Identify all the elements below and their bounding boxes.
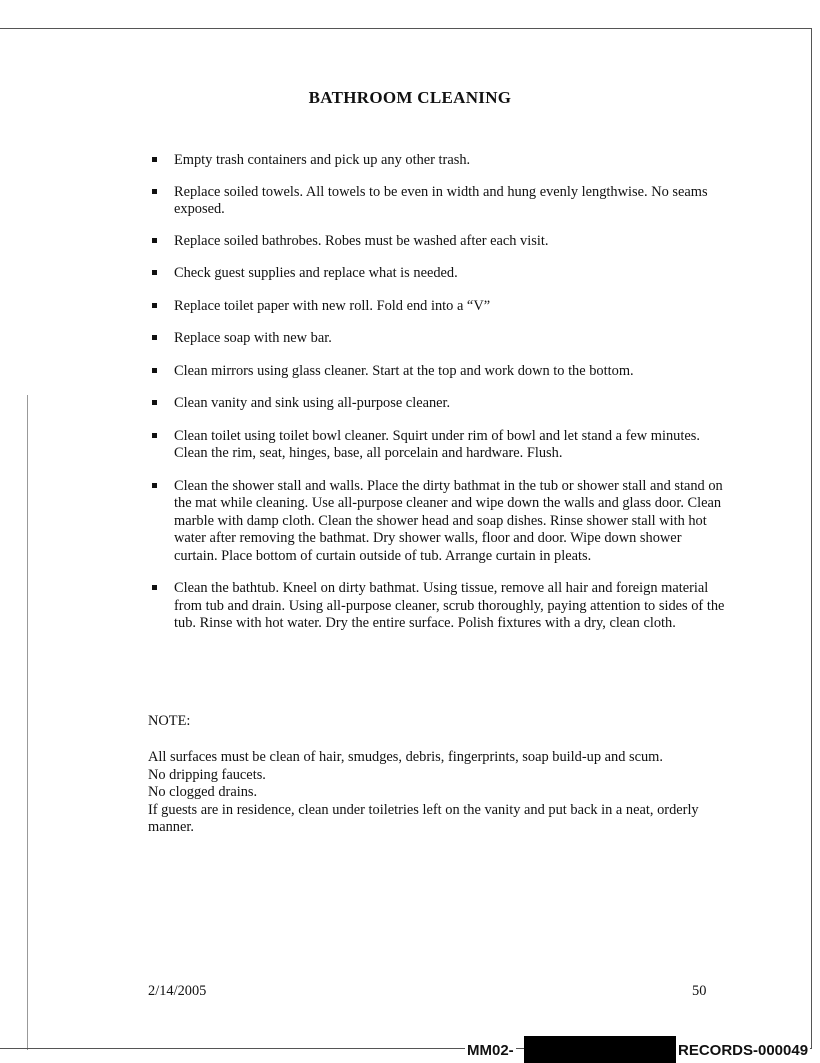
list-item-text: Check guest supplies and replace what is needed.	[174, 265, 458, 281]
scan-border-left	[27, 395, 28, 1050]
scan-border-top	[0, 28, 812, 29]
scan-border-right	[811, 28, 812, 1048]
page-number: 50	[692, 983, 707, 999]
list-item	[148, 184, 728, 219]
note-line: If guests are in residence, clean under toiletries left on the vanity and put back in a neat, orderly manner.	[148, 801, 699, 835]
square-bullet-icon	[152, 368, 157, 373]
note-label: NOTE:	[148, 713, 191, 729]
list-item	[148, 395, 728, 413]
list-item	[148, 298, 728, 316]
bates-number-suffix: RECORDS-000049	[678, 1042, 809, 1059]
list-item-text: Clean the bathtub. Kneel on dirty bathmat. Using tissue, remove all hair and foreign material from tub and drain. Using all-purpose cleaner, scrub thoroughly, paying attention to sides of the tub. Rinse with hot water. Dry the entire surface. Polish fixtures with a dry, clean cloth.	[174, 580, 725, 631]
redaction-block	[524, 1036, 676, 1063]
list-item-text: Clean mirrors using glass cleaner. Start at the top and work down to the bottom.	[174, 362, 634, 379]
list-item-text: Replace toilet paper with new roll. Fold end into a “V”	[174, 297, 491, 314]
list-item-text: Empty trash containers and pick up any other trash.	[174, 152, 471, 168]
square-bullet-icon	[152, 335, 157, 340]
note-line: All surfaces must be clean of hair, smudges, debris, fingerprints, soap build-up and scum.	[148, 749, 663, 765]
list-item-text: Replace soiled towels. All towels to be even in width and hung evenly lengthwise. No seams exposed.	[174, 183, 708, 217]
square-bullet-icon	[152, 238, 157, 243]
list-item	[148, 233, 728, 251]
footer-date: 2/14/2005	[148, 983, 207, 999]
list-item	[148, 428, 728, 463]
square-bullet-icon	[152, 585, 157, 590]
list-item	[148, 265, 728, 283]
list-item	[148, 363, 728, 381]
square-bullet-icon	[152, 189, 157, 194]
list-item	[148, 152, 728, 170]
list-item-text: Replace soap with new bar.	[174, 330, 332, 346]
square-bullet-icon	[152, 433, 157, 438]
bates-number-prefix: MM02-	[467, 1042, 514, 1059]
square-bullet-icon	[152, 483, 157, 488]
note-line: No dripping faucets.	[148, 766, 266, 783]
list-item	[148, 580, 728, 633]
note-line: No clogged drains.	[148, 784, 258, 800]
square-bullet-icon	[152, 400, 157, 405]
list-item-text: Replace soiled bathrobes. Robes must be washed after each visit.	[174, 232, 549, 249]
note-body	[148, 749, 738, 837]
page-title: BATHROOM CLEANING	[308, 88, 512, 107]
cleaning-checklist	[148, 152, 728, 633]
square-bullet-icon	[152, 157, 157, 162]
list-item	[148, 478, 728, 566]
list-item-text: Clean vanity and sink using all-purpose cleaner.	[174, 395, 451, 411]
list-item-text: Clean toilet using toilet bowl cleaner. Squirt under rim of bowl and let stand a few minutes. Clean the rim, seat, hinges, base, all porcelain and hardware. Flush.	[174, 427, 700, 461]
square-bullet-icon	[152, 270, 157, 275]
list-item	[148, 330, 728, 348]
list-item-text: Clean the shower stall and walls. Place the dirty bathmat in the tub or shower stall and stand on the mat while cleaning. Use all-purpose cleaner and wipe down the walls and glass door. Clean marble with damp cloth. Clean the shower head and soap dishes. Rinse shower stall with hot water after removing the bathmat. Dry shower walls, floor and door. Wipe down shower curtain. Place bottom of curtain outside of tub. Arrange curtain in pleats.	[174, 477, 723, 564]
square-bullet-icon	[152, 303, 157, 308]
